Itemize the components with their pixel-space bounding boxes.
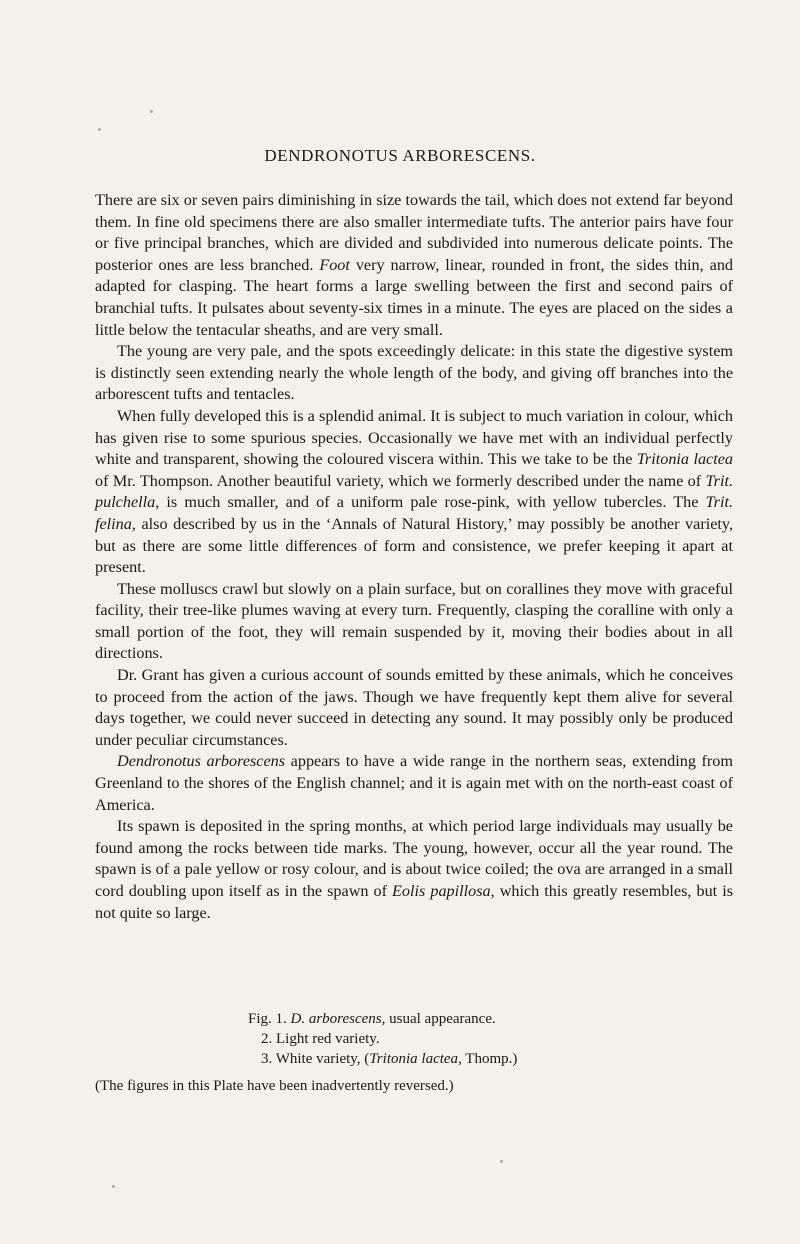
text-run: These molluscs crawl but slowly on a plain surface, but on corallines they move with graceful facility, their tree-like plumes waving at every turn. Frequently, clasping the coralline with only a small portion of the foot, they will remain suspended by it, moving their bodies about in all directions. bbox=[95, 579, 733, 663]
paragraph bbox=[95, 579, 733, 665]
figure-captions bbox=[248, 1009, 728, 1069]
paragraph bbox=[95, 190, 733, 341]
italic-text: Foot bbox=[319, 255, 350, 274]
figure-caption bbox=[248, 1029, 728, 1049]
text-run: of Mr. Thompson. Another beautiful variety, which we formerly described under the name of bbox=[95, 471, 706, 490]
text-run: , which this greatly resembles, but is not quite so large. bbox=[95, 882, 733, 922]
paper-speck bbox=[112, 1185, 115, 1188]
paragraph bbox=[95, 341, 733, 406]
plate-note: (The figures in this Plate have been inadvertently reversed.) bbox=[95, 1078, 454, 1094]
paper-speck bbox=[150, 110, 153, 113]
text-run: , is much smaller, and of a uniform pale rose-pink, with yellow tubercles. The bbox=[155, 493, 706, 512]
text-run: very narrow, linear, rounded in front, the sides thin, and adapted for clasping. The heart forms a large swelling between the first and second pairs of branchial tufts. It pulsates about seventy-six times in a minute. The eyes are placed on the sides a little below the tentacular sheaths, and are very small. bbox=[95, 255, 734, 339]
figure-caption bbox=[248, 1009, 728, 1029]
paragraph bbox=[95, 406, 733, 579]
paper-speck bbox=[98, 128, 101, 131]
italic-text: Dendronotus arborescens bbox=[117, 752, 286, 771]
text-run: appears to have a wide range in the northern seas, extending from Greenland to the shores of the English channel; and it is again met with on the north-east coast of America. bbox=[95, 752, 733, 814]
figure-caption bbox=[248, 1049, 728, 1069]
paragraph bbox=[95, 665, 733, 751]
text-run: When fully developed this is a splendid animal. It is subject to much variation in colour, which has given rise to some spurious species. Occasionally we have met with an individual perfectly white and transparent, showing the coloured viscera within. This we take to be the bbox=[95, 406, 733, 469]
text-run: Dr. Grant has given a curious account of sounds emitted by these animals, which he conceives to proceed from the action of the jaws. Though we have frequently kept them alive for several days together, we could never succeed in detecting any sound. It may possibly only be produced under peculiar circumstances. bbox=[95, 666, 733, 749]
paper-speck bbox=[500, 1160, 503, 1163]
italic-text: D. arborescens bbox=[290, 1011, 382, 1027]
text-run: Fig. 1. bbox=[248, 1011, 291, 1027]
text-run: The young are very pale, and the spots exceedingly delicate: in this state the digestive system is distinctly seen extending nearly the whole length of the body, and giving off branches into the arborescent tufts and tentacles. bbox=[95, 342, 733, 404]
text-run: , usual appearance. bbox=[381, 1011, 496, 1027]
paragraph bbox=[95, 751, 733, 816]
page-title: DENDRONOTUS ARBORESCENS. bbox=[264, 146, 536, 165]
text-run: 2. Light red variety. bbox=[261, 1031, 380, 1047]
text-run: There are six or seven pairs diminishing in size towards the tail, which does not extend far beyond them. In fine old specimens there are also smaller intermediate tufts. The anterior pairs have four or five principal branches, which are divided and subdivided into numerous delicate points. The posterior ones are less branched. bbox=[95, 191, 733, 274]
paragraph bbox=[95, 816, 733, 924]
body-text bbox=[95, 190, 733, 924]
italic-text: Tritonia lactea bbox=[369, 1051, 459, 1067]
text-run: , Thomp.) bbox=[458, 1051, 518, 1067]
text-run: 3. White variety, ( bbox=[261, 1051, 370, 1067]
text-run: , also described by us in the ‘Annals of Natural History,’ may possibly be another variety, but as there are some little differences of form and consistence, we prefer keeping it apart at present. bbox=[95, 514, 733, 577]
italic-text: Tritonia lactea bbox=[636, 450, 733, 469]
text-run: Its spawn is deposited in the spring months, at which period large individuals may usually be found among the rocks between tide marks. The young, however, occur all the year round. The spawn is of a pale yellow or rosy colour, and is about twice coiled; the ova are arranged in a small cord doubling upon itself as in the spawn of bbox=[95, 817, 733, 900]
italic-text: Trit. felina bbox=[95, 493, 733, 533]
italic-text: Trit. pulchella bbox=[95, 471, 733, 512]
italic-text: Eolis papillosa bbox=[392, 882, 491, 900]
